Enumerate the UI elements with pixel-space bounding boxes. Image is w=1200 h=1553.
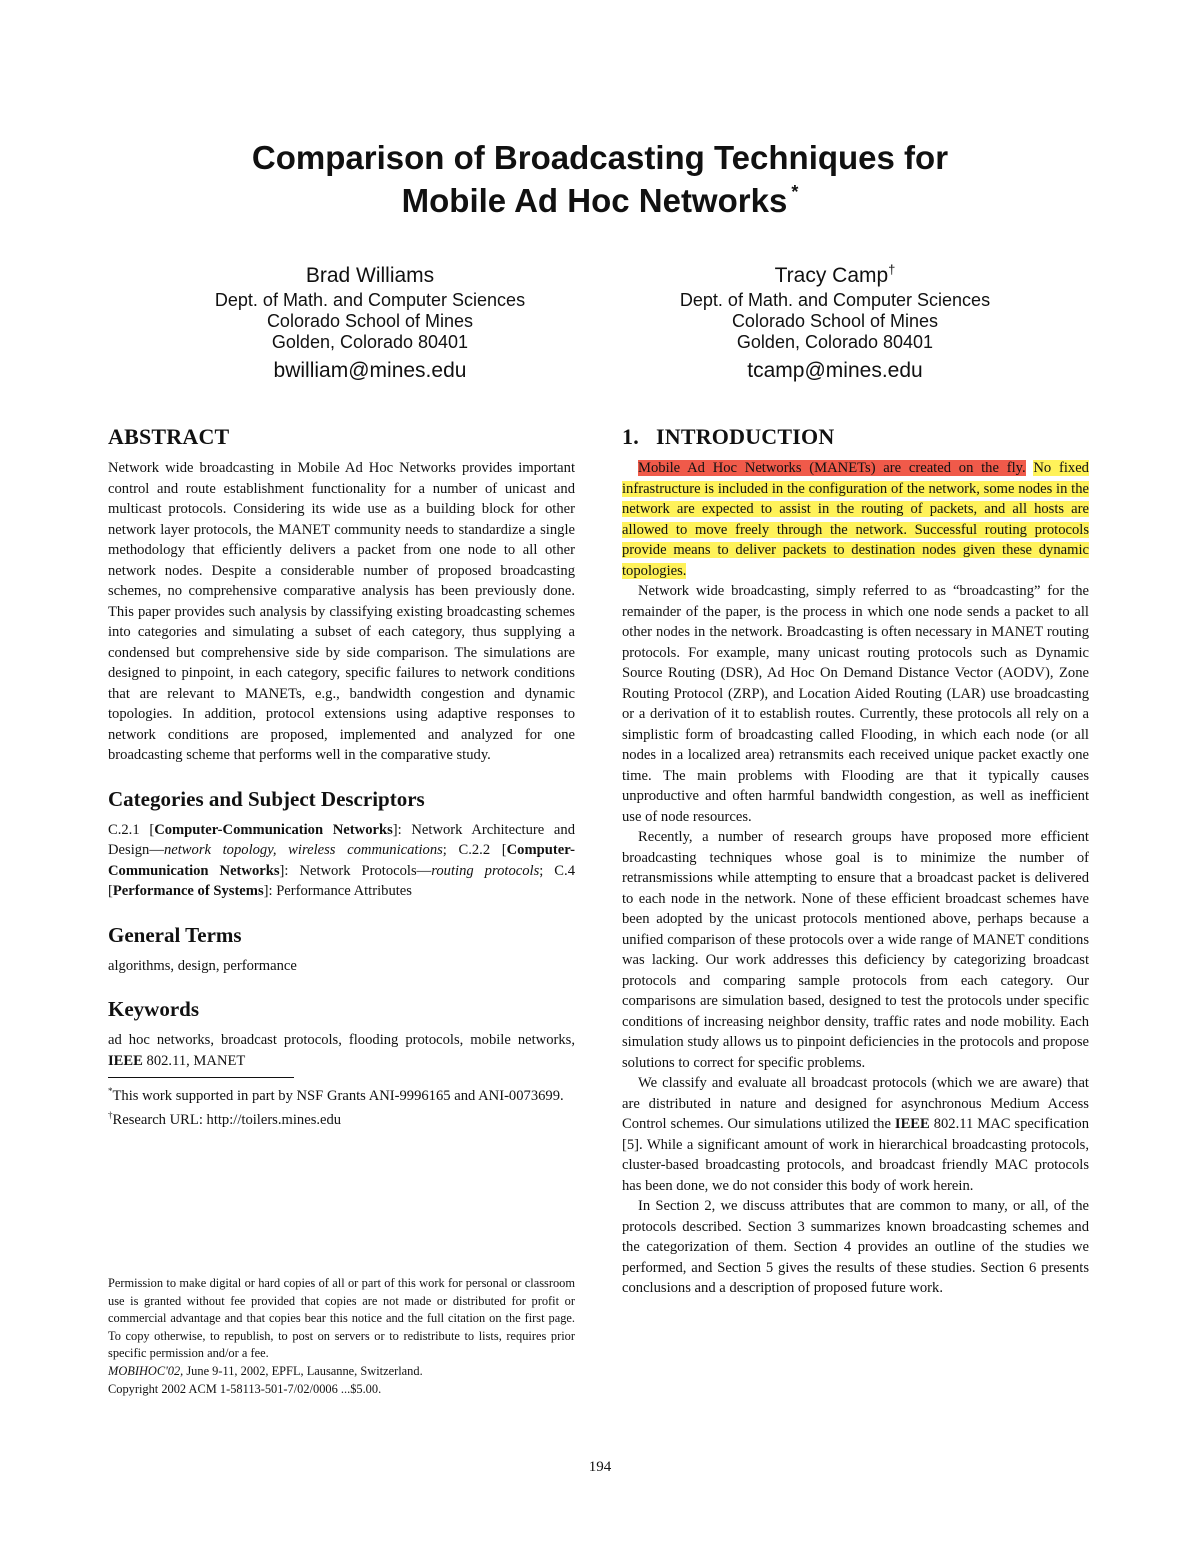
permission-text: Permission to make digital or hard copies of all or part of this work for personal or classroom use is granted without fee provided that copies are not made or distributed for profit or commercial advantage and that copies bear this notice and the full citation on the first page. To copy otherwise, to republish, to post on servers or to redistribute to lists, requires prior specific permission and/or a fee.	[108, 1276, 575, 1361]
general-terms-text: algorithms, design, performance	[108, 957, 297, 974]
page-number: 194	[588, 1459, 612, 1475]
author-school: Colorado School of Mines	[731, 311, 939, 331]
left-column	[108, 424, 575, 1131]
categories-heading: Categories and Subject Descriptors	[108, 786, 425, 811]
title-footnote-mark: *	[791, 182, 799, 202]
author-email: tcamp@mines.edu	[747, 359, 923, 382]
intro-paragraph-4: We classify and evaluate all broadcast protocols (which we are aware) that are distributed in nature and designed for asynchronous Medium Access Control schemes. Our simulations utilized the IEEE 802.11 MAC specification [5]. While a significant amount of work in hierarchical broadcasting protocols, cluster-based broadcasting protocols, and broadcast friendly MAC protocols has been done, we do not consider this body of work herein.	[622, 1075, 1089, 1194]
title-line-1: Comparison of Broadcasting Techniques for	[251, 139, 949, 176]
intro-paragraph-3: Recently, a number of research groups have proposed more efficient broadcasting techniques whose goal is to minimize the number of retransmissions while attempting to ensure that a broadcast packet is delivered to each node in the network. None of these efficient broadcast schemes have been adopted by the unicast protocols mentioned above, perhaps because a unified comparison of these protocols over a wide range of MANET conditions was lacking. Our work addresses this deficiency by categorizing broadcast protocols and comparing sample protocols from each category. Our comparisons are simulation based, designed to test the protocols under specific conditions of increasing neighbor density, traffic rates and node mobility. Each simulation study allows us to pinpoint deficiencies in the protocols and propose solutions to correct for specific problems.	[622, 829, 1089, 1071]
highlight-red: Mobile Ad Hoc Networks (MANETs) are created on the fly.	[638, 460, 1026, 476]
categories-text: C.2.1 [Computer-Communication Networks]: Network Architecture and Design—network topology, wireless communications; C.2.2 [Computer-Communication Networks]: Network Protocols—routing protocols; C.4 [Performance of Systems]: Performance Attributes	[108, 821, 576, 899]
intro-paragraph-1	[622, 458, 1089, 581]
author-dept: Dept. of Math. and Computer Sciences	[214, 290, 526, 310]
abstract-heading: ABSTRACT	[108, 424, 230, 449]
highlight-yellow: No fixed infrastructure is included in the configuration of the network, some nodes in the network are expected to assist in the routing of packets, and all hosts are allowed to move freely through the network. Successful routing protocols provide means to deliver packets to destination nodes given these dynamic topologies.	[622, 460, 1089, 579]
author-name: Tracy Camp†	[774, 262, 896, 287]
copyright-line: Copyright 2002 ACM 1-58113-501-7/02/0006 ...$5.00.	[108, 1381, 382, 1396]
keywords-heading: Keywords	[108, 997, 199, 1021]
author-school: Colorado School of Mines	[266, 311, 474, 331]
intro-paragraph-2: Network wide broadcasting, simply referred to as “broadcasting” for the remainder of the paper, is the process in which one node sends a packet to all other nodes in the network. Broadcasting is often necessary in MANET routing protocols. For example, many unicast routing protocols such as Dynamic Source Routing (DSR), Ad Hoc On Demand Distance Vector (AODV), Zone Routing Protocol (ZRP), and Location Aided Routing (LAR) use broadcasting or a derivation of it to establish routes. Currently, these protocols all rely on a simplistic form of broadcasting called Flooding, in which each node (or all nodes in a localized area) retransmits each received unique packet exactly one time. The main problems with Flooding are that it typically causes unproductive and often harmful bandwidth congestion, as well as inefficient use of node resources.	[622, 583, 1089, 825]
author-footnote-mark: †	[888, 262, 896, 277]
general-terms-heading: General Terms	[108, 922, 242, 947]
author-name: Brad Williams	[305, 264, 435, 287]
abstract-text: Network wide broadcasting in Mobile Ad Hoc Networks provides important control and route establishment functionality for a number of unicast and multicast protocols. Considering its wide use as a building block for other network layer protocols, the MANET community needs to standardize a single methodology that efficiently delivers a packet from one node to all other network nodes. Despite a considerable number of proposed broadcasting schemes, no comprehensive comparative analysis has been previously done. This paper provides such analysis by classifying existing broadcasting schemes into categories and simulating a subset of each category, thus supplying a condensed but comprehensive side by side comparison. The simulations are designed to pinpoint, in each category, specific failures to network conditions that are relevant to MANETs, e.g., bandwidth congestion and dynamic topologies. In addition, protocol extensions using adaptive responses to network conditions are proposed, implemented and analyzed for one broadcasting scheme that performs well in the comparative study.	[108, 460, 575, 763]
right-column	[622, 424, 1089, 1299]
introduction-heading: 1. INTRODUCTION	[622, 424, 835, 449]
author-email: bwilliam@mines.edu	[273, 359, 467, 382]
title-line-2: Mobile Ad Hoc Networks *	[401, 182, 799, 219]
footnote-2: †Research URL: http://toilers.mines.edu	[108, 1110, 342, 1129]
footnote-1: *This work supported in part by NSF Grants ANI-9996165 and ANI-0073699.	[108, 1086, 564, 1104]
author-city: Golden, Colorado 80401	[736, 332, 934, 352]
author-block-1	[110, 262, 630, 385]
footnote-divider	[108, 1077, 294, 1078]
intro-paragraph-5: In Section 2, we discuss attributes that are common to many, or all, of the protocols described. Section 3 summarizes known broadcasting schemes and the categorization of them. Section 4 provides an outline of the studies we performed, and Section 5 gives the results of these studies. Section 6 presents conclusions and a description of proposed future work.	[622, 1198, 1089, 1296]
keywords-text: ad hoc networks, broadcast protocols, flooding protocols, mobile networks, IEEE 802.11, MANET	[108, 1032, 575, 1069]
author-block-2	[575, 262, 1095, 385]
paper-title	[0, 136, 1200, 222]
author-dept: Dept. of Math. and Computer Sciences	[679, 290, 991, 310]
permission-notice	[108, 1275, 575, 1398]
author-city: Golden, Colorado 80401	[271, 332, 469, 352]
venue-line: MOBIHOC'02, June 9-11, 2002, EPFL, Lausanne, Switzerland.	[108, 1363, 423, 1378]
